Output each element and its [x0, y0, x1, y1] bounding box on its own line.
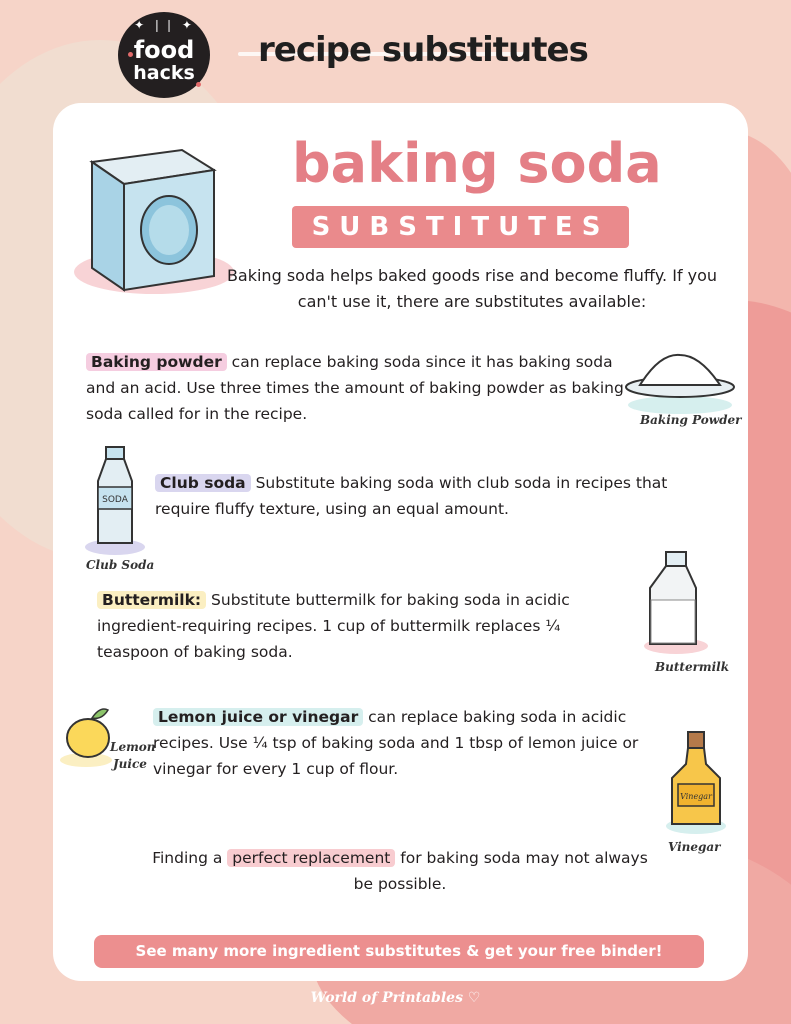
closing-text-after: for baking soda may not always be possible.: [353, 849, 648, 893]
club-soda-caption: Club Soda: [86, 558, 155, 572]
page-header-title: recipe substitutes: [258, 30, 588, 70]
lemon-caption-line1: Lemon: [110, 740, 156, 754]
vinegar-bottle-label: Vinegar: [680, 792, 712, 801]
club-soda-text: Substitute baking soda with club soda in recipes that require fluffy texture, using an equal amount.: [155, 474, 668, 518]
substitutes-banner: SUBSTITUTES: [292, 206, 629, 248]
lemon-caption-line2: Juice: [113, 757, 147, 771]
closing-paragraph: [150, 845, 650, 897]
vinegar-bottle-icon: [660, 728, 730, 838]
baking-soda-box-icon: [64, 140, 234, 300]
free-binder-cta-button[interactable]: See many more ingredient substitutes & get your free binder!: [94, 935, 704, 968]
baking-powder-plate-icon: [620, 345, 740, 415]
baking-powder-paragraph: [86, 349, 646, 427]
buttermilk-bottle-icon: [636, 548, 716, 658]
lemon-icon: [58, 700, 118, 770]
intro-text: Baking soda helps baked goods rise and become fluffy. If you can't use it, there are substitutes available:: [226, 266, 718, 311]
baking-powder-label: Baking powder: [86, 353, 227, 371]
logo-text-bottom: hacks: [133, 62, 195, 84]
closing-highlight: perfect replacement: [227, 849, 395, 867]
logo-text-top: food: [133, 36, 195, 64]
club-soda-bottle-label: SODA: [102, 495, 128, 505]
logo-dot: [196, 82, 201, 87]
club-soda-bottle-icon: [80, 443, 150, 558]
utensils-icon: ✦ ❘❘ ✦: [134, 18, 194, 32]
baking-powder-caption: Baking Powder: [640, 413, 742, 427]
lemon-vinegar-paragraph: [153, 704, 653, 782]
lemon-vinegar-label: Lemon juice or vinegar: [153, 708, 363, 726]
logo-dot: [128, 52, 133, 57]
club-soda-paragraph: [155, 470, 725, 522]
main-title: baking soda: [292, 132, 662, 195]
vinegar-caption: Vinegar: [668, 840, 721, 854]
baking-powder-text: can replace baking soda since it has baking soda and an acid. Use three times the amount of baking powder as baking soda called for in the recipe.: [86, 353, 624, 423]
lemon-vinegar-text: can replace baking soda in acidic recipes. Use ¼ tsp of baking soda and 1 tbsp of lemon juice or vinegar for every 1 cup of flour.: [153, 708, 639, 778]
buttermilk-label: Buttermilk:: [97, 591, 206, 609]
footer-brand: World of Printables ♡: [310, 990, 481, 1006]
buttermilk-paragraph: [97, 587, 627, 665]
closing-text-before: Finding a: [152, 849, 228, 867]
club-soda-label: Club soda: [155, 474, 251, 492]
buttermilk-caption: Buttermilk: [655, 660, 730, 674]
food-hacks-logo: [118, 12, 210, 98]
buttermilk-text: Substitute buttermilk for baking soda in acidic ingredient-requiring recipes. 1 cup of buttermilk replaces ¼ teaspoon of baking soda.: [97, 591, 570, 661]
